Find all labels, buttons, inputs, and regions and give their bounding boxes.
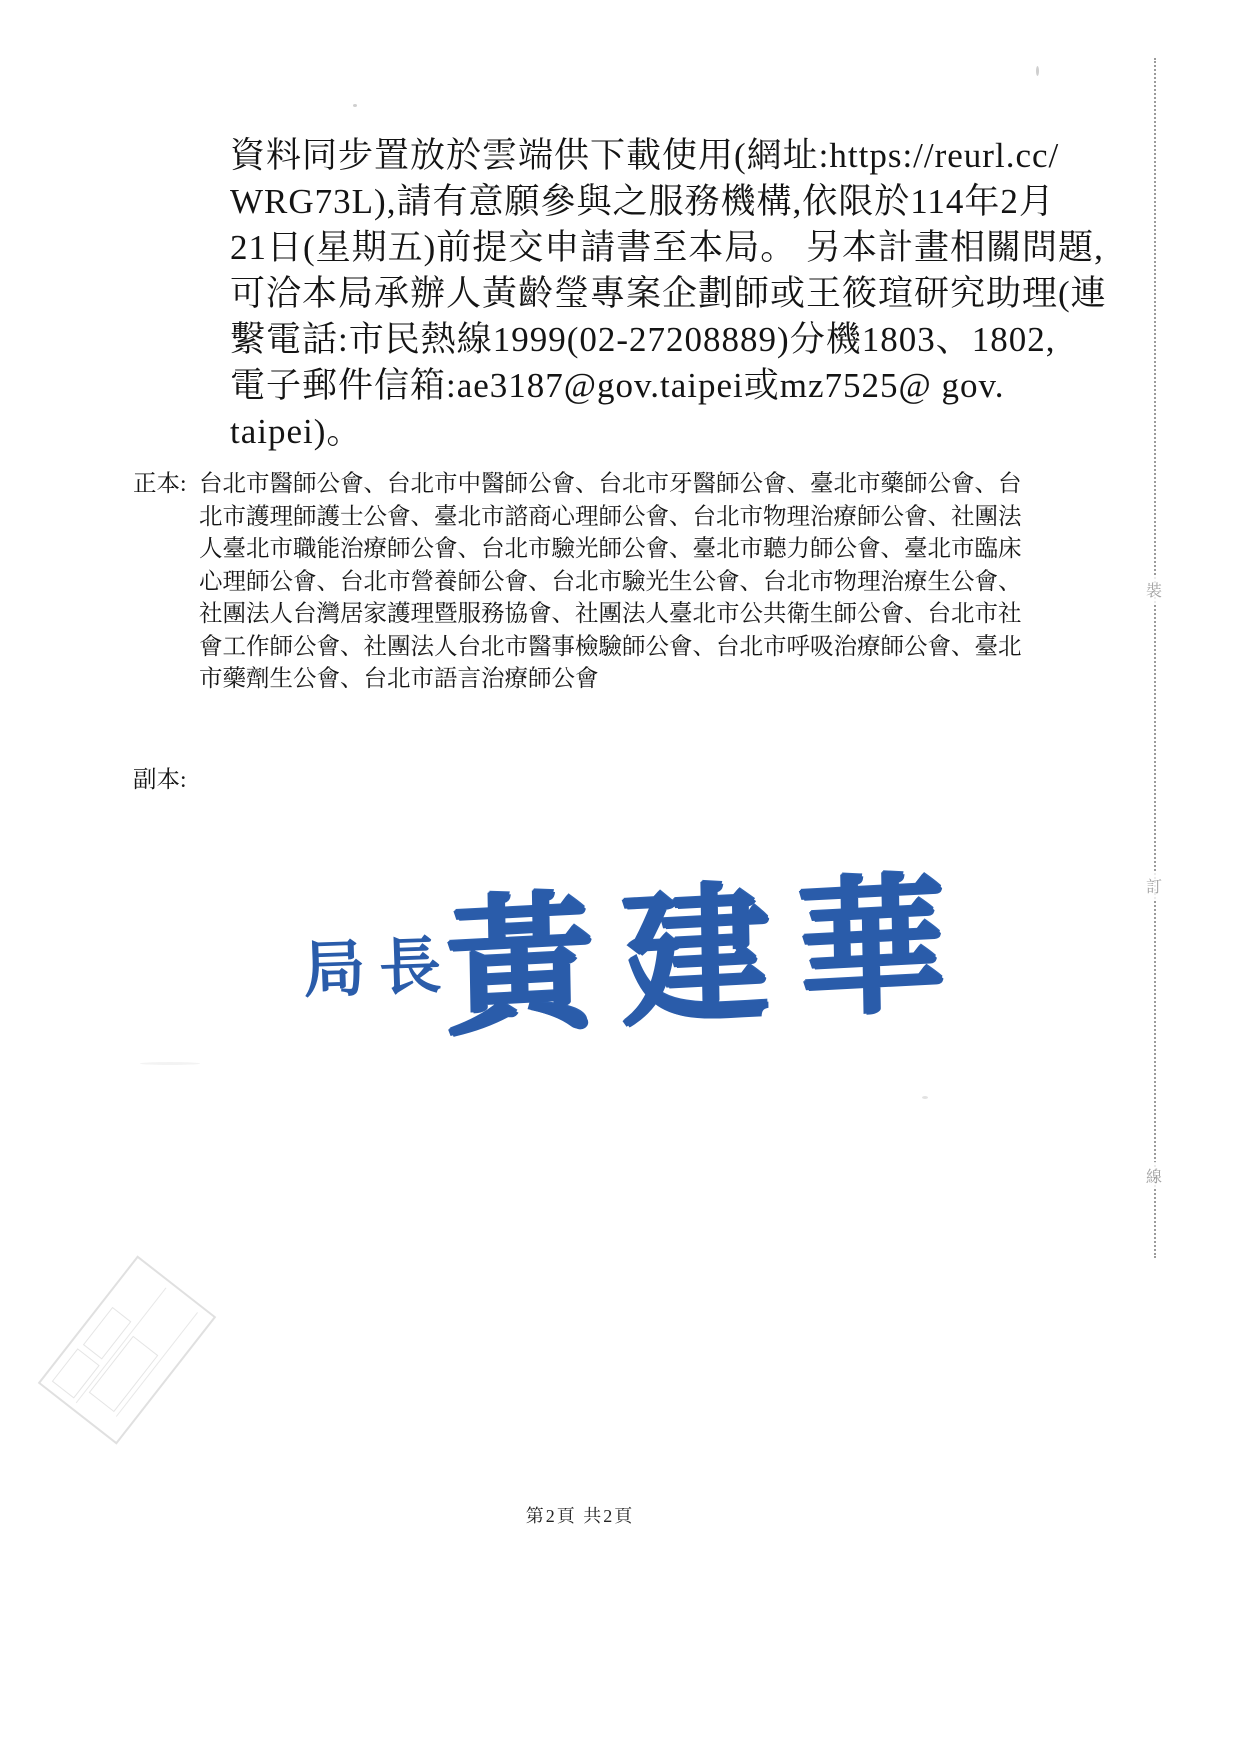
binding-char-xian: 線 xyxy=(1146,1162,1162,1189)
binding-char-zhuang: 裝 xyxy=(1146,576,1162,603)
page-number: 第2頁 共2頁 xyxy=(525,1506,635,1526)
recipient-line: 心理師公會、台北市營養師公會、台北市驗光生公會、台北市物理治療生公會、 xyxy=(199,568,1022,595)
scan-speck xyxy=(353,104,357,107)
copy-label: 副本: xyxy=(133,767,187,793)
recipients-label: 正本: xyxy=(133,471,187,497)
recipients-section xyxy=(133,468,1033,696)
signer-title: 局長 xyxy=(302,932,457,1006)
recipient-line: 社團法人台灣居家護理暨服務協會、社團法人臺北市公共衛生師公會、台北市社 xyxy=(199,601,1022,627)
binding-char-ding: 訂 xyxy=(1146,872,1162,899)
body-line: 資料同步置放於雲端供下載使用(網址:https://reurl.cc/ xyxy=(230,136,1060,175)
body-line: 可洽本局承辦人黃齡瑩專案企劃師或王筱瑄研究助理(連 xyxy=(230,274,1107,313)
recipient-line: 北市護理師護士公會、臺北市諮商心理師公會、台北市物理治療師公會、社團法 xyxy=(199,503,1022,530)
recipient-line: 會工作師公會、社團法人台北市醫事檢驗師公會、台北市呼吸治療師公會、臺北 xyxy=(199,633,1022,660)
recipients-list xyxy=(199,468,1023,696)
body-line: 繫電話:市民熱線1999(02-27208889)分機1803、1802, xyxy=(230,320,1056,359)
body-line: taipei)。 xyxy=(230,412,363,451)
recipient-line: 台北市醫師公會、台北市中醫師公會、台北市牙醫師公會、臺北市藥師公會、台 xyxy=(199,471,1022,497)
scan-speck xyxy=(140,1062,200,1065)
body-paragraph xyxy=(230,133,1107,455)
scan-speck xyxy=(1036,66,1039,76)
scan-speck xyxy=(922,1096,928,1099)
body-line: 電子郵件信箱:ae3187@gov.taipei或mz7525@ gov. xyxy=(230,366,1005,405)
binding-dotted-line xyxy=(1154,58,1156,1258)
recipient-line: 人臺北市職能治療師公會、台北市驗光師公會、臺北市聽力師公會、臺北市臨床 xyxy=(199,536,1022,562)
signature-stamp: 黃建華 xyxy=(444,862,975,1054)
body-line: WRG73L),請有意願參與之服務機構,依限於114年2月 xyxy=(230,182,1055,221)
faint-seal-stamp xyxy=(18,1262,218,1462)
body-line: 21日(星期五)前提交申請書至本局。 另本計畫相關問題, xyxy=(230,228,1104,267)
recipient-line: 市藥劑生公會、台北市語言治療師公會 xyxy=(199,666,599,692)
